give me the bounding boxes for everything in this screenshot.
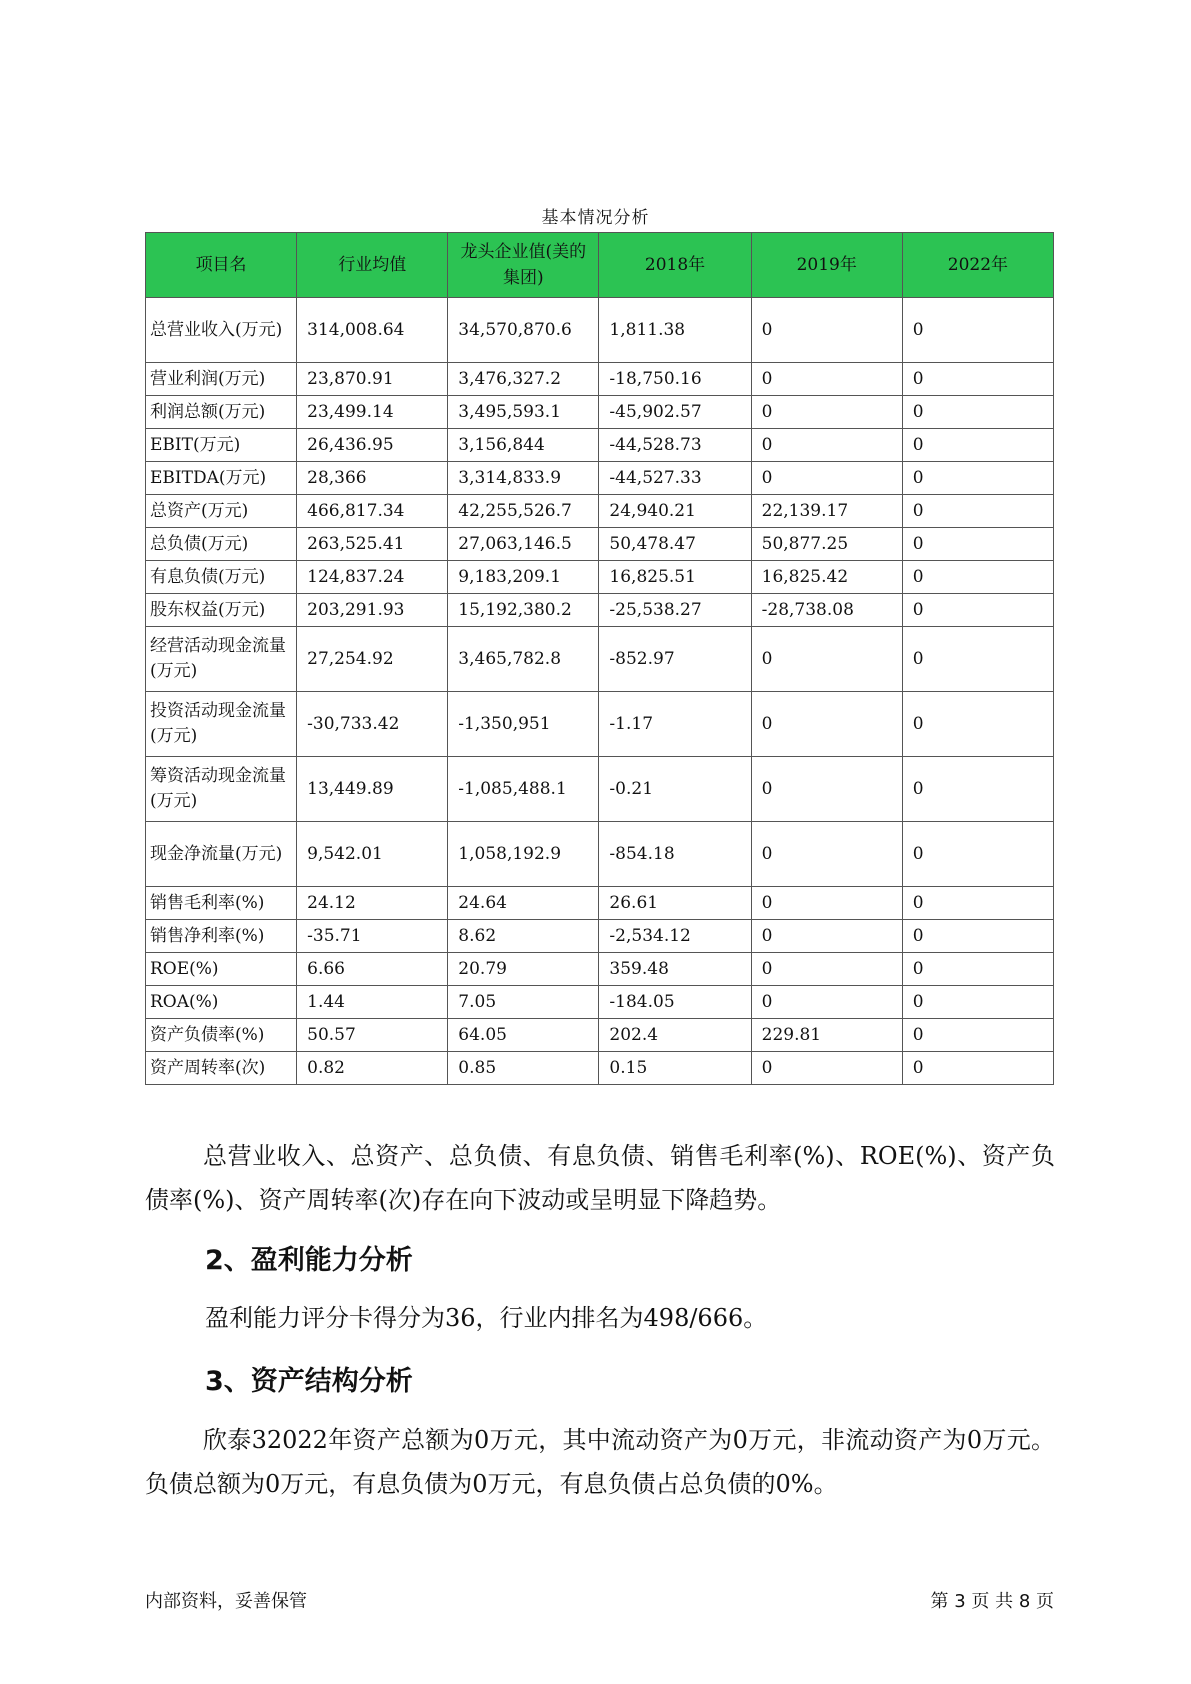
table-cell: -184.05 bbox=[599, 986, 751, 1019]
header-item-name: 项目名 bbox=[146, 233, 297, 298]
row-label: 资产周转率(次) bbox=[146, 1052, 297, 1085]
table-cell: 0 bbox=[902, 495, 1053, 528]
table-row bbox=[146, 692, 1054, 757]
table-cell: 64.05 bbox=[448, 1019, 599, 1052]
table-cell: -1,085,488.1 bbox=[448, 757, 599, 822]
table-cell: 0 bbox=[902, 462, 1053, 495]
table-cell: 0 bbox=[902, 1052, 1053, 1085]
table-cell: 0 bbox=[902, 594, 1053, 627]
table-row bbox=[146, 757, 1054, 822]
table-cell: 0 bbox=[751, 757, 902, 822]
table-cell: -45,902.57 bbox=[599, 396, 751, 429]
table-cell: 16,825.51 bbox=[599, 561, 751, 594]
table-cell: 0 bbox=[751, 986, 902, 1019]
table-cell: 3,465,782.8 bbox=[448, 627, 599, 692]
row-label: EBIT(万元) bbox=[146, 429, 297, 462]
header-leader-value: 龙头企业值(美的集团) bbox=[448, 233, 599, 298]
table-cell: 466,817.34 bbox=[297, 495, 448, 528]
table-row bbox=[146, 495, 1054, 528]
header-2018: 2018年 bbox=[599, 233, 751, 298]
table-cell: 0 bbox=[751, 887, 902, 920]
basic-analysis-table bbox=[145, 232, 1054, 1085]
table-cell: 229.81 bbox=[751, 1019, 902, 1052]
table-cell: 0.82 bbox=[297, 1052, 448, 1085]
table-row bbox=[146, 528, 1054, 561]
table-cell: 3,314,833.9 bbox=[448, 462, 599, 495]
table-cell: -44,527.33 bbox=[599, 462, 751, 495]
profitability-paragraph: 盈利能力评分卡得分为36，行业内排名为498/666。 bbox=[205, 1304, 768, 1332]
row-label: 销售毛利率(%) bbox=[146, 887, 297, 920]
table-row bbox=[146, 363, 1054, 396]
row-label: EBITDA(万元) bbox=[146, 462, 297, 495]
row-label: 资产负债率(%) bbox=[146, 1019, 297, 1052]
table-cell: 0 bbox=[751, 920, 902, 953]
table-cell: 0 bbox=[751, 462, 902, 495]
table-cell: 0 bbox=[902, 986, 1053, 1019]
trend-paragraph: 总营业收入、总资产、总负债、有息负债、销售毛利率(%)、ROE(%)、资产负债率(%)、资产周转率(次)存在向下波动或呈明显下降趋势。 bbox=[145, 1142, 1055, 1214]
table-cell: 202.4 bbox=[599, 1019, 751, 1052]
table-cell: -28,738.08 bbox=[751, 594, 902, 627]
row-label: 总负债(万元) bbox=[146, 528, 297, 561]
table-cell: 23,870.91 bbox=[297, 363, 448, 396]
asset-structure-heading: 3、资产结构分析 bbox=[205, 1366, 413, 1397]
table-cell: -30,733.42 bbox=[297, 692, 448, 757]
table-cell: 50.57 bbox=[297, 1019, 448, 1052]
table-cell: 0 bbox=[902, 822, 1053, 887]
table-cell: -1.17 bbox=[599, 692, 751, 757]
footer-page-number: 第 3 页 共 8 页 bbox=[930, 1591, 1054, 1612]
table-cell: 13,449.89 bbox=[297, 757, 448, 822]
table-cell: -18,750.16 bbox=[599, 363, 751, 396]
table-cell: 0 bbox=[902, 363, 1053, 396]
table-cell: 0 bbox=[751, 627, 902, 692]
table-cell: -35.71 bbox=[297, 920, 448, 953]
table-cell: 3,495,593.1 bbox=[448, 396, 599, 429]
table-cell: -44,528.73 bbox=[599, 429, 751, 462]
table-body bbox=[146, 298, 1054, 1085]
table-cell: 0 bbox=[902, 561, 1053, 594]
table-cell: 0 bbox=[902, 1019, 1053, 1052]
table-row bbox=[146, 396, 1054, 429]
table-cell: 0 bbox=[902, 396, 1053, 429]
header-2022: 2022年 bbox=[902, 233, 1053, 298]
header-industry-avg: 行业均值 bbox=[297, 233, 448, 298]
table-row bbox=[146, 594, 1054, 627]
table-cell: 0 bbox=[751, 363, 902, 396]
row-label: ROE(%) bbox=[146, 953, 297, 986]
table-cell: 0 bbox=[902, 887, 1053, 920]
table-cell: 0 bbox=[751, 953, 902, 986]
table-cell: 3,156,844 bbox=[448, 429, 599, 462]
table-cell: 27,063,146.5 bbox=[448, 528, 599, 561]
table-cell: -854.18 bbox=[599, 822, 751, 887]
table-cell: 124,837.24 bbox=[297, 561, 448, 594]
table-cell: -0.21 bbox=[599, 757, 751, 822]
table-cell: 0 bbox=[902, 627, 1053, 692]
header-2019: 2019年 bbox=[751, 233, 902, 298]
row-label: 总营业收入(万元) bbox=[146, 298, 297, 363]
row-label: 利润总额(万元) bbox=[146, 396, 297, 429]
table-cell: 0 bbox=[902, 298, 1053, 363]
table-cell: 26,436.95 bbox=[297, 429, 448, 462]
row-label: 有息负债(万元) bbox=[146, 561, 297, 594]
table-cell: 24.64 bbox=[448, 887, 599, 920]
table-cell: 9,183,209.1 bbox=[448, 561, 599, 594]
row-label: 股东权益(万元) bbox=[146, 594, 297, 627]
table-cell: 9,542.01 bbox=[297, 822, 448, 887]
table-cell: 42,255,526.7 bbox=[448, 495, 599, 528]
table-cell: -1,350,951 bbox=[448, 692, 599, 757]
table-row bbox=[146, 462, 1054, 495]
table-row bbox=[146, 887, 1054, 920]
table-cell: 1,058,192.9 bbox=[448, 822, 599, 887]
row-label: 总资产(万元) bbox=[146, 495, 297, 528]
table-header-row bbox=[146, 233, 1054, 298]
table-cell: 20.79 bbox=[448, 953, 599, 986]
table-row bbox=[146, 920, 1054, 953]
row-label: 筹资活动现金流量(万元) bbox=[146, 757, 297, 822]
table-cell: 0 bbox=[902, 757, 1053, 822]
table-cell: 34,570,870.6 bbox=[448, 298, 599, 363]
table-caption: 基本情况分析 bbox=[541, 208, 650, 228]
table-cell: 0 bbox=[751, 396, 902, 429]
table-cell: -2,534.12 bbox=[599, 920, 751, 953]
table-cell: 0 bbox=[751, 1052, 902, 1085]
table-cell: 314,008.64 bbox=[297, 298, 448, 363]
table-cell: 16,825.42 bbox=[751, 561, 902, 594]
table-cell: 50,478.47 bbox=[599, 528, 751, 561]
table-row bbox=[146, 429, 1054, 462]
table-cell: 26.61 bbox=[599, 887, 751, 920]
table-row bbox=[146, 1019, 1054, 1052]
row-label: 销售净利率(%) bbox=[146, 920, 297, 953]
table-cell: 15,192,380.2 bbox=[448, 594, 599, 627]
table-row bbox=[146, 986, 1054, 1019]
table-cell: 24,940.21 bbox=[599, 495, 751, 528]
table-cell: 263,525.41 bbox=[297, 528, 448, 561]
table-row bbox=[146, 561, 1054, 594]
table-cell: -852.97 bbox=[599, 627, 751, 692]
table-cell: 27,254.92 bbox=[297, 627, 448, 692]
table-cell: 0.85 bbox=[448, 1052, 599, 1085]
table-cell: 1.44 bbox=[297, 986, 448, 1019]
table-cell: 24.12 bbox=[297, 887, 448, 920]
table-cell: 0 bbox=[751, 692, 902, 757]
table-cell: 22,139.17 bbox=[751, 495, 902, 528]
table-row bbox=[146, 822, 1054, 887]
row-label: ROA(%) bbox=[146, 986, 297, 1019]
table-row bbox=[146, 1052, 1054, 1085]
table-row bbox=[146, 953, 1054, 986]
table-cell: 8.62 bbox=[448, 920, 599, 953]
table-cell: -25,538.27 bbox=[599, 594, 751, 627]
table-cell: 0 bbox=[902, 528, 1053, 561]
row-label: 投资活动现金流量(万元) bbox=[146, 692, 297, 757]
table-cell: 50,877.25 bbox=[751, 528, 902, 561]
table-row bbox=[146, 627, 1054, 692]
row-label: 营业利润(万元) bbox=[146, 363, 297, 396]
table-cell: 6.66 bbox=[297, 953, 448, 986]
table-cell: 0 bbox=[902, 953, 1053, 986]
table-cell: 359.48 bbox=[599, 953, 751, 986]
table-cell: 23,499.14 bbox=[297, 396, 448, 429]
table-cell: 3,476,327.2 bbox=[448, 363, 599, 396]
table-cell: 0 bbox=[902, 692, 1053, 757]
table-cell: 0.15 bbox=[599, 1052, 751, 1085]
table-cell: 1,811.38 bbox=[599, 298, 751, 363]
row-label: 经营活动现金流量(万元) bbox=[146, 627, 297, 692]
asset-structure-paragraph: 欣泰32022年资产总额为0万元，其中流动资产为0万元，非流动资产为0万元。负债总额为0万元，有息负债为0万元，有息负债占总负债的0%。 bbox=[145, 1426, 1055, 1498]
table-cell: 0 bbox=[751, 429, 902, 462]
table-cell: 203,291.93 bbox=[297, 594, 448, 627]
row-label: 现金净流量(万元) bbox=[146, 822, 297, 887]
table-cell: 28,366 bbox=[297, 462, 448, 495]
table-cell: 0 bbox=[751, 822, 902, 887]
table-cell: 7.05 bbox=[448, 986, 599, 1019]
table-row bbox=[146, 298, 1054, 363]
table-cell: 0 bbox=[751, 298, 902, 363]
footer-confidential-note: 内部资料，妥善保管 bbox=[145, 1591, 307, 1612]
table-cell: 0 bbox=[902, 429, 1053, 462]
profitability-heading: 2、盈利能力分析 bbox=[205, 1245, 413, 1276]
table-cell: 0 bbox=[902, 920, 1053, 953]
